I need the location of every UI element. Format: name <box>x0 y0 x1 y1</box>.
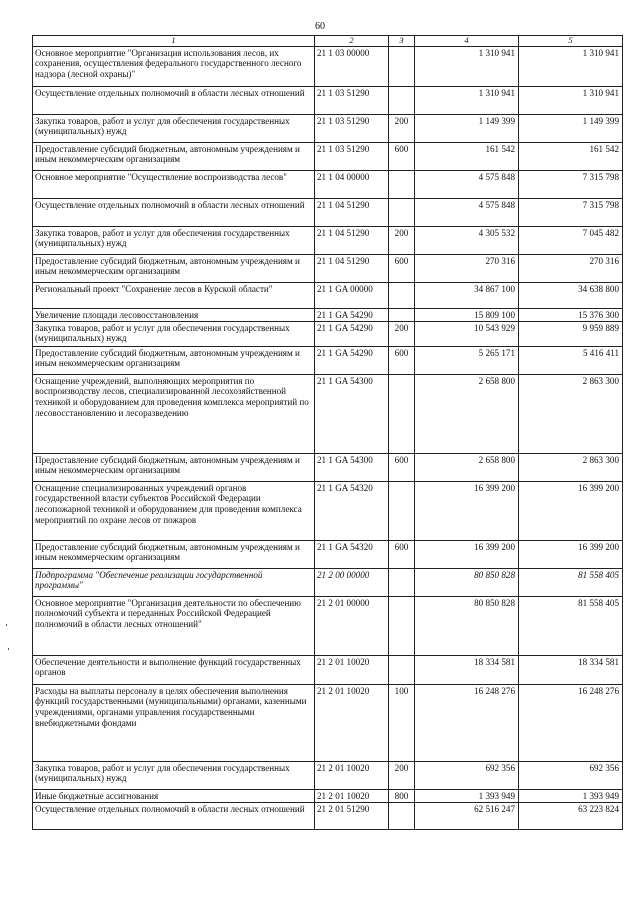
row-amount-2-cell: 161 542 <box>519 142 623 170</box>
row-type-cell: 200 <box>389 114 415 142</box>
header-cell: 4 <box>415 36 519 47</box>
row-name-cell: Закупка товаров, работ и услуг для обеспечения государственных (муниципальных) нужд <box>33 321 315 346</box>
row-amount-1-cell: 692 356 <box>415 761 519 789</box>
table-row <box>33 374 623 453</box>
row-type-cell <box>389 46 415 86</box>
page-number: 60 <box>315 21 325 32</box>
row-amount-2-cell: 5 416 411 <box>519 346 623 374</box>
row-type-cell: 100 <box>389 684 415 761</box>
table-row <box>33 789 623 802</box>
row-amount-2-cell: 692 356 <box>519 761 623 789</box>
row-amount-1-cell: 2 658 800 <box>415 374 519 453</box>
row-type-cell: 200 <box>389 321 415 346</box>
row-amount-2-cell: 9 959 889 <box>519 321 623 346</box>
row-type-cell <box>389 596 415 655</box>
table-header-row <box>33 36 623 47</box>
row-code-cell: 21 1 GA 54290 <box>315 321 389 346</box>
row-code-cell: 21 1 03 00000 <box>315 46 389 86</box>
row-name-cell: Осуществление отдельных полномочий в области лесных отношений <box>33 198 315 226</box>
row-amount-2-cell: 81 558 405 <box>519 596 623 655</box>
row-code-cell: 21 2 01 10020 <box>315 761 389 789</box>
row-amount-1-cell: 4 575 848 <box>415 170 519 198</box>
row-type-cell: 600 <box>389 540 415 568</box>
table-row <box>33 86 623 114</box>
row-code-cell: 21 1 GA 00000 <box>315 282 389 308</box>
row-code-cell: 21 1 04 51290 <box>315 198 389 226</box>
table-row <box>33 540 623 568</box>
row-amount-2-cell: 1 393 949 <box>519 789 623 802</box>
row-code-cell: 21 1 04 00000 <box>315 170 389 198</box>
row-code-cell: 21 1 GA 54320 <box>315 540 389 568</box>
row-code-cell: 21 1 GA 54300 <box>315 374 389 453</box>
row-name-cell: Обеспечение деятельности и выполнение функций государственных органов <box>33 655 315 684</box>
row-type-cell: 200 <box>389 761 415 789</box>
row-type-cell <box>389 308 415 321</box>
row-amount-2-cell: 7 315 798 <box>519 170 623 198</box>
table-row <box>33 254 623 282</box>
row-amount-2-cell: 63 223 824 <box>519 802 623 829</box>
row-type-cell <box>389 802 415 829</box>
row-amount-1-cell: 270 316 <box>415 254 519 282</box>
row-code-cell: 21 2 00 00000 <box>315 568 389 596</box>
row-amount-1-cell: 16 399 200 <box>415 540 519 568</box>
table-row <box>33 226 623 254</box>
row-type-cell: 600 <box>389 254 415 282</box>
margin-mark <box>6 624 7 626</box>
row-name-cell: Увеличение площади лесовосстановления <box>33 308 315 321</box>
row-amount-2-cell: 81 558 405 <box>519 568 623 596</box>
row-type-cell <box>389 374 415 453</box>
header-cell: 1 <box>33 36 315 47</box>
row-amount-2-cell: 16 399 200 <box>519 540 623 568</box>
row-amount-1-cell: 80 850 828 <box>415 596 519 655</box>
row-amount-1-cell: 1 393 949 <box>415 789 519 802</box>
row-amount-1-cell: 16 399 200 <box>415 481 519 540</box>
table-row <box>33 142 623 170</box>
row-amount-1-cell: 16 248 276 <box>415 684 519 761</box>
table-row <box>33 308 623 321</box>
row-amount-2-cell: 7 045 482 <box>519 226 623 254</box>
table-row <box>33 170 623 198</box>
row-amount-2-cell: 2 863 300 <box>519 374 623 453</box>
row-amount-2-cell: 270 316 <box>519 254 623 282</box>
row-type-cell <box>389 655 415 684</box>
row-amount-2-cell: 2 863 300 <box>519 453 623 481</box>
row-amount-1-cell: 10 543 929 <box>415 321 519 346</box>
row-amount-1-cell: 161 542 <box>415 142 519 170</box>
row-name-cell: Осуществление отдельных полномочий в области лесных отношений <box>33 86 315 114</box>
row-amount-2-cell: 34 638 800 <box>519 282 623 308</box>
table-row <box>33 481 623 540</box>
row-name-cell: Оснащение специализированных учреждений органов государственной власти субъектов Российской Федерации лесопожарной техникой и оборудованием для проведения комплекса мероприятий по охране лесов от пожаров <box>33 481 315 540</box>
row-name-cell: Расходы на выплаты персоналу в целях обеспечения выполнения функций государственными (муниципальными) органами, казенными учреждениями, органами управления государственными внебюджетными фондами <box>33 684 315 761</box>
row-type-cell <box>389 481 415 540</box>
row-code-cell: 21 1 04 51290 <box>315 254 389 282</box>
row-amount-2-cell: 1 310 941 <box>519 86 623 114</box>
row-amount-1-cell: 1 310 941 <box>415 86 519 114</box>
row-code-cell: 21 1 03 51290 <box>315 114 389 142</box>
row-amount-2-cell: 7 315 798 <box>519 198 623 226</box>
row-amount-1-cell: 2 658 800 <box>415 453 519 481</box>
row-amount-2-cell: 16 399 200 <box>519 481 623 540</box>
row-amount-2-cell: 15 376 300 <box>519 308 623 321</box>
table-row <box>33 46 623 86</box>
row-amount-1-cell: 5 265 171 <box>415 346 519 374</box>
row-amount-1-cell: 15 809 100 <box>415 308 519 321</box>
row-type-cell <box>389 282 415 308</box>
table-row <box>33 568 623 596</box>
row-code-cell: 21 2 01 10020 <box>315 789 389 802</box>
row-amount-1-cell: 80 850 828 <box>415 568 519 596</box>
row-type-cell: 600 <box>389 142 415 170</box>
row-name-cell: Иные бюджетные ассигнования <box>33 789 315 802</box>
row-amount-1-cell: 18 334 581 <box>415 655 519 684</box>
row-amount-1-cell: 62 516 247 <box>415 802 519 829</box>
table-row <box>33 346 623 374</box>
row-type-cell: 600 <box>389 346 415 374</box>
row-code-cell: 21 1 03 51290 <box>315 142 389 170</box>
row-type-cell: 200 <box>389 226 415 254</box>
row-name-cell: Основное мероприятие "Осуществление воспроизводства лесов" <box>33 170 315 198</box>
row-name-cell: Предоставление субсидий бюджетным, автономным учреждениям и иным некоммерческим организациям <box>33 142 315 170</box>
row-name-cell: Оснащение учреждений, выполняющих мероприятия по воспроизводству лесов, специализированной лесохозяйственной техникой и оборудованием для проведения комплекса мероприятий по лесовосстановлению и лесоразведению <box>33 374 315 453</box>
row-type-cell: 600 <box>389 453 415 481</box>
row-code-cell: 21 1 GA 54300 <box>315 453 389 481</box>
row-code-cell: 21 1 04 51290 <box>315 226 389 254</box>
row-name-cell: Закупка товаров, работ и услуг для обеспечения государственных (муниципальных) нужд <box>33 761 315 789</box>
row-name-cell: Предоставление субсидий бюджетным, автономным учреждениям и иным некоммерческим организациям <box>33 453 315 481</box>
row-code-cell: 21 1 GA 54290 <box>315 308 389 321</box>
row-type-cell <box>389 198 415 226</box>
table-row <box>33 321 623 346</box>
header-cell: 2 <box>315 36 389 47</box>
row-code-cell: 21 1 03 51290 <box>315 86 389 114</box>
row-name-cell: Предоставление субсидий бюджетным, автономным учреждениям и иным некоммерческим организациям <box>33 540 315 568</box>
row-code-cell: 21 2 01 51290 <box>315 802 389 829</box>
row-type-cell <box>389 170 415 198</box>
row-amount-2-cell: 1 310 941 <box>519 46 623 86</box>
budget-table <box>32 35 623 830</box>
row-code-cell: 21 2 01 00000 <box>315 596 389 655</box>
row-amount-1-cell: 1 310 941 <box>415 46 519 86</box>
header-cell: 5 <box>519 36 623 47</box>
row-amount-1-cell: 1 149 399 <box>415 114 519 142</box>
table-row <box>33 596 623 655</box>
row-amount-2-cell: 16 248 276 <box>519 684 623 761</box>
row-name-cell: Закупка товаров, работ и услуг для обеспечения государственных (муниципальных) нужд <box>33 226 315 254</box>
header-cell: 3 <box>389 36 415 47</box>
row-amount-1-cell: 34 867 100 <box>415 282 519 308</box>
row-amount-1-cell: 4 305 532 <box>415 226 519 254</box>
table-row <box>33 802 623 829</box>
table-row <box>33 198 623 226</box>
row-name-cell: Предоставление субсидий бюджетным, автономным учреждениям и иным некоммерческим организациям <box>33 254 315 282</box>
row-type-cell <box>389 86 415 114</box>
row-amount-1-cell: 4 575 848 <box>415 198 519 226</box>
row-type-cell <box>389 568 415 596</box>
row-name-cell: Основное мероприятие "Организация использования лесов, их сохранения, осуществления федерального государственного лесного надзора (лесной охраны)" <box>33 46 315 86</box>
row-name-cell: Осуществление отдельных полномочий в области лесных отношений <box>33 802 315 829</box>
row-name-cell: Региональный проект "Сохранение лесов в Курской области" <box>33 282 315 308</box>
table-row <box>33 655 623 684</box>
row-name-cell: Закупка товаров, работ и услуг для обеспечения государственных (муниципальных) нужд <box>33 114 315 142</box>
row-name-cell: Предоставление субсидий бюджетным, автономным учреждениям и иным некоммерческим организациям <box>33 346 315 374</box>
row-amount-2-cell: 18 334 581 <box>519 655 623 684</box>
row-amount-2-cell: 1 149 399 <box>519 114 623 142</box>
table-row <box>33 453 623 481</box>
table-row <box>33 114 623 142</box>
row-code-cell: 21 1 GA 54320 <box>315 481 389 540</box>
row-code-cell: 21 2 01 10020 <box>315 684 389 761</box>
row-code-cell: 21 1 GA 54290 <box>315 346 389 374</box>
row-name-cell: Подпрограмма "Обеспечение реализации государственной программы" <box>33 568 315 596</box>
row-type-cell: 800 <box>389 789 415 802</box>
margin-mark <box>8 648 9 650</box>
row-name-cell: Основное мероприятие "Организация деятельности по обеспечению полномочий субъекта и переданных Российской Федерацией полномочий в области лесных отношений" <box>33 596 315 655</box>
table-row <box>33 684 623 761</box>
table-row <box>33 282 623 308</box>
table-row <box>33 761 623 789</box>
row-code-cell: 21 2 01 10020 <box>315 655 389 684</box>
